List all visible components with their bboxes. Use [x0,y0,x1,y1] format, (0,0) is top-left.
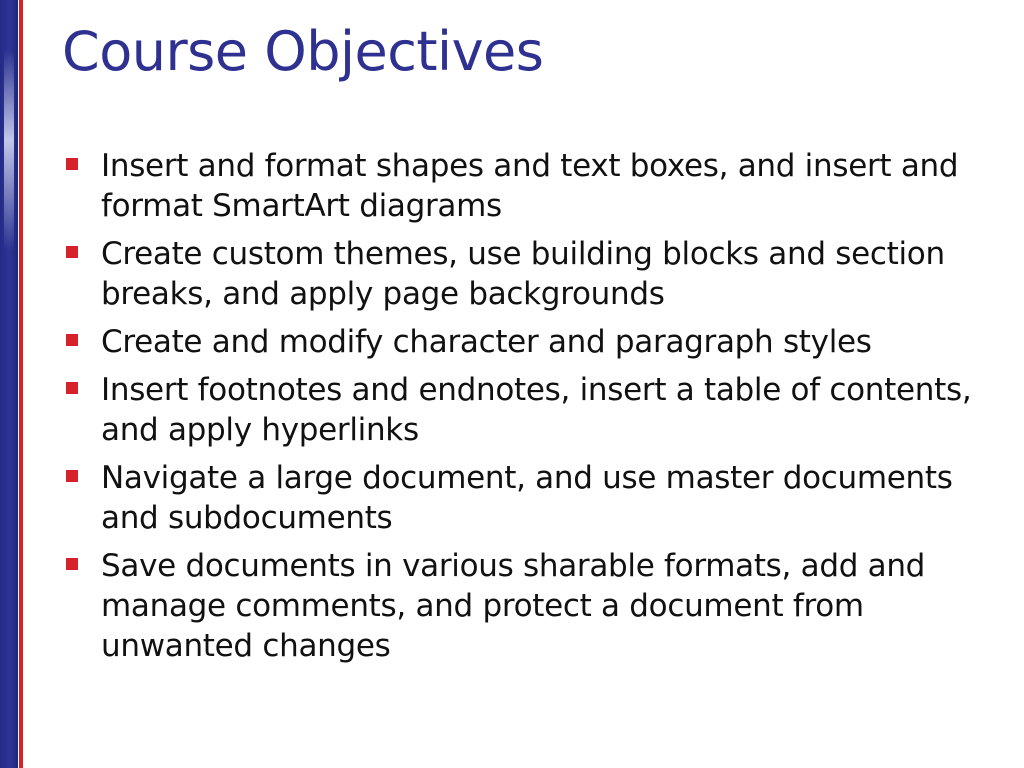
objective-item [62,458,1002,538]
objective-item [62,322,1002,362]
objective-text: Create custom themes, use building blocks and section breaks, and apply page backgrounds [101,236,945,312]
objective-item [62,234,1002,314]
objective-item [62,370,1002,450]
objectives-list [62,146,1002,674]
objective-text: Insert and format shapes and text boxes, and insert and format SmartArt diagrams [101,148,959,224]
square-bullet-icon [66,246,78,258]
objective-text: Navigate a large document, and use master documents and subdocuments [101,460,953,536]
red-accent-line [19,0,23,768]
objective-item [62,146,1002,226]
square-bullet-icon [66,334,78,346]
square-bullet-icon [66,558,78,570]
square-bullet-icon [66,158,78,170]
objective-text: Create and modify character and paragraph styles [101,324,872,360]
square-bullet-icon [66,382,78,394]
slide-title: Course Objectives [62,20,544,83]
objective-text: Insert footnotes and endnotes, insert a table of contents, and apply hyperlinks [101,372,972,448]
square-bullet-icon [66,470,78,482]
left-accent-bar-highlight [4,50,14,250]
left-accent-bar [0,0,18,768]
objective-item [62,546,1002,666]
objective-text: Save documents in various sharable formats, add and manage comments, and protect a document from unwanted changes [101,548,926,664]
